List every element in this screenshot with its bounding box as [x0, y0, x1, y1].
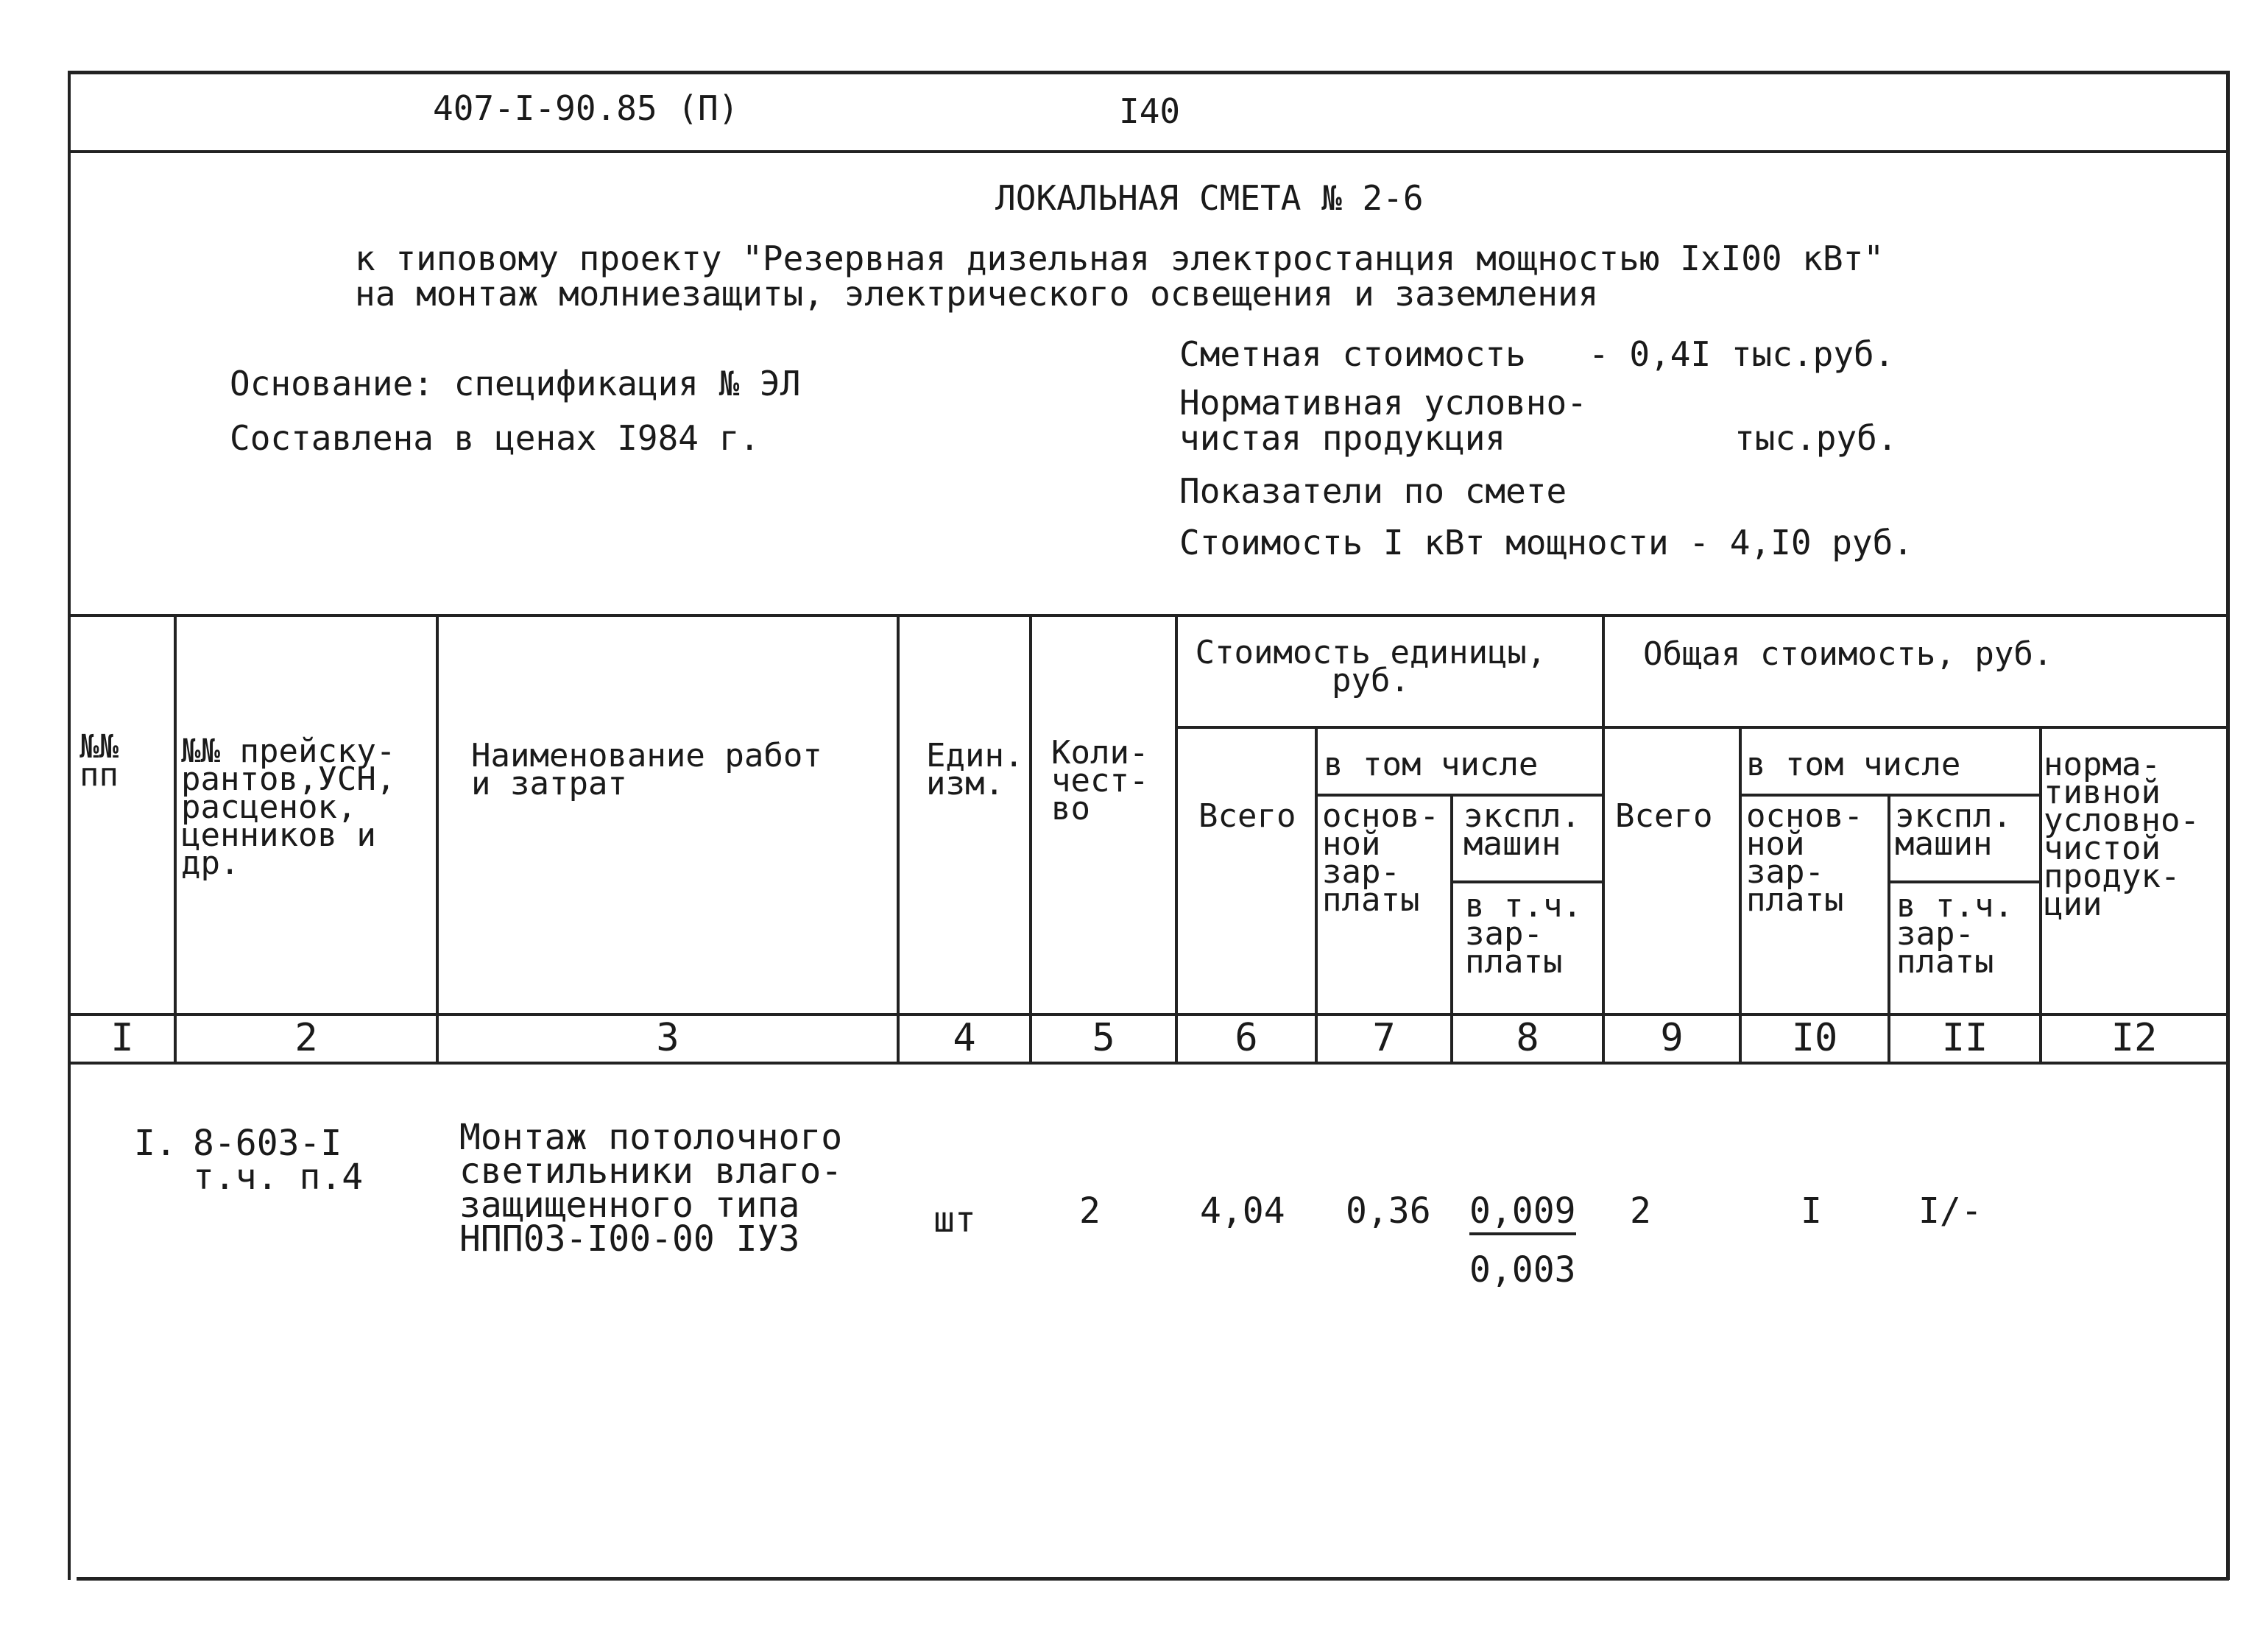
header-unit-machines-salary: в т.ч. зар- платы — [1465, 887, 1582, 981]
sheet-frame-top — [68, 71, 2229, 74]
indicators-label: Показатели по смете — [1179, 471, 1567, 511]
document-code-suffix: (П) — [677, 88, 739, 128]
page-number: I40 — [1119, 91, 1181, 131]
header-total-cost-group: Общая стоимость, руб. — [1643, 635, 2053, 673]
row-total: 2 — [1630, 1190, 1651, 1232]
header-total-machines: экспл. машин — [1895, 797, 2012, 863]
row-unit-machines: 0,009 — [1469, 1194, 1576, 1235]
header-unit-machines: экспл. машин — [1463, 797, 1581, 863]
row-unit: шт — [933, 1199, 976, 1240]
header-unit-base-salary: основ- ной зар- платы — [1322, 797, 1439, 919]
column-number: 6 — [1235, 1016, 1258, 1060]
column-number: 7 — [1372, 1016, 1396, 1060]
row-unit-total: 4,04 — [1200, 1190, 1285, 1232]
header-quantity: Коли- чест- во — [1051, 734, 1149, 827]
col-divider-2 — [436, 614, 439, 1063]
col-divider-4 — [1029, 614, 1032, 1063]
column-numbers-bottom — [68, 1062, 2229, 1065]
row-unit-machines-salary: 0,003 — [1469, 1249, 1576, 1291]
normative-unit: тыс.руб. — [1734, 418, 1898, 458]
normative-label-line-1: Нормативная условно- — [1179, 383, 1587, 423]
header-price-list: №№ прейску- рантов,УСН, расценок, ценников и др. — [181, 733, 396, 882]
header-unit-cost-group: Стоимость единицы, руб. — [1195, 634, 1547, 699]
col-divider-3 — [897, 614, 900, 1063]
column-number: 3 — [656, 1016, 679, 1060]
col-divider-9 — [1739, 726, 1742, 1063]
column-number: 4 — [953, 1016, 976, 1060]
estimate-heading: ЛОКАЛЬНАЯ СМЕТА № 2-6 — [995, 178, 1424, 218]
row-total-machines: I/- — [1918, 1190, 1982, 1232]
row-quantity: 2 — [1079, 1190, 1101, 1232]
row-work-name: Монтаж потолочного светильники влаго- защищенного типа НПП03-I00-00 IУ3 — [459, 1117, 843, 1260]
table-top-border — [68, 614, 2229, 617]
estimated-cost-label: Сметная стоимость — [1179, 334, 1526, 374]
column-numbers-top — [68, 1013, 2229, 1016]
col-divider-11 — [2039, 726, 2042, 1063]
sheet-frame-right — [2226, 71, 2230, 1580]
header-row-number: №№ пп — [80, 728, 119, 794]
header-unit: Един. изм. — [926, 737, 1024, 802]
document-code-number: 407-I-90.85 — [433, 88, 657, 128]
price-level: Составлена в ценах I984 г. — [230, 418, 760, 458]
column-number: I0 — [1791, 1016, 1838, 1060]
col-divider-8 — [1602, 614, 1605, 1063]
header-work-name: Наименование работ и затрат — [471, 737, 822, 802]
total-machines-divider — [1888, 880, 2039, 883]
header-total-machines-salary: в т.ч. зар- платы — [1896, 887, 2013, 981]
project-title-line-1: к типовому проекту "Резервная дизельная электростанция мощностью IxI00 кВт" — [355, 239, 1885, 278]
col-divider-5 — [1175, 614, 1178, 1063]
header-divider — [68, 150, 2229, 153]
column-number: 5 — [1092, 1016, 1115, 1060]
unit-including-divider — [1315, 794, 1602, 797]
col-divider-6 — [1315, 726, 1318, 1063]
header-unit-total: Всего — [1198, 797, 1296, 835]
unit-machines-divider — [1450, 880, 1602, 883]
column-number: 8 — [1516, 1016, 1539, 1060]
row-total-salary: I — [1801, 1190, 1822, 1232]
sheet-frame-left — [68, 71, 71, 1580]
header-unit-including: в том числе — [1324, 746, 1539, 783]
estimated-cost-value: - 0,4I тыс.руб. — [1589, 334, 1895, 374]
column-number: I — [110, 1016, 134, 1060]
header-total-including: в том числе — [1746, 746, 1961, 783]
sheet-frame-bottom — [77, 1577, 2229, 1581]
column-number: II — [1941, 1016, 1988, 1060]
column-number: I2 — [2111, 1016, 2158, 1060]
project-title-line-2: на монтаж молниезащиты, электрического освещения и заземления — [355, 274, 1599, 314]
group-header-divider — [1175, 726, 2226, 729]
header-normative-product: норма- тивной условно- чистой продук- ции — [2044, 746, 2200, 923]
row-index: I. — [134, 1123, 177, 1164]
column-number: 9 — [1660, 1016, 1684, 1060]
header-total-base-salary: основ- ной зар- платы — [1746, 797, 1863, 919]
column-number: 2 — [294, 1016, 318, 1060]
document-code — [433, 90, 738, 127]
row-price-code: 8-603-I т.ч. п.4 — [193, 1123, 364, 1198]
cost-per-kw: Стоимость I кВт мощности - 4,I0 руб. — [1179, 523, 1913, 562]
col-divider-1 — [174, 614, 177, 1063]
basis-specification: Основание: спецификация № ЭЛ — [230, 364, 801, 403]
normative-label-line-2: чистая продукция — [1179, 418, 1506, 458]
row-unit-salary: 0,36 — [1346, 1190, 1431, 1232]
header-total: Всего — [1615, 797, 1713, 835]
